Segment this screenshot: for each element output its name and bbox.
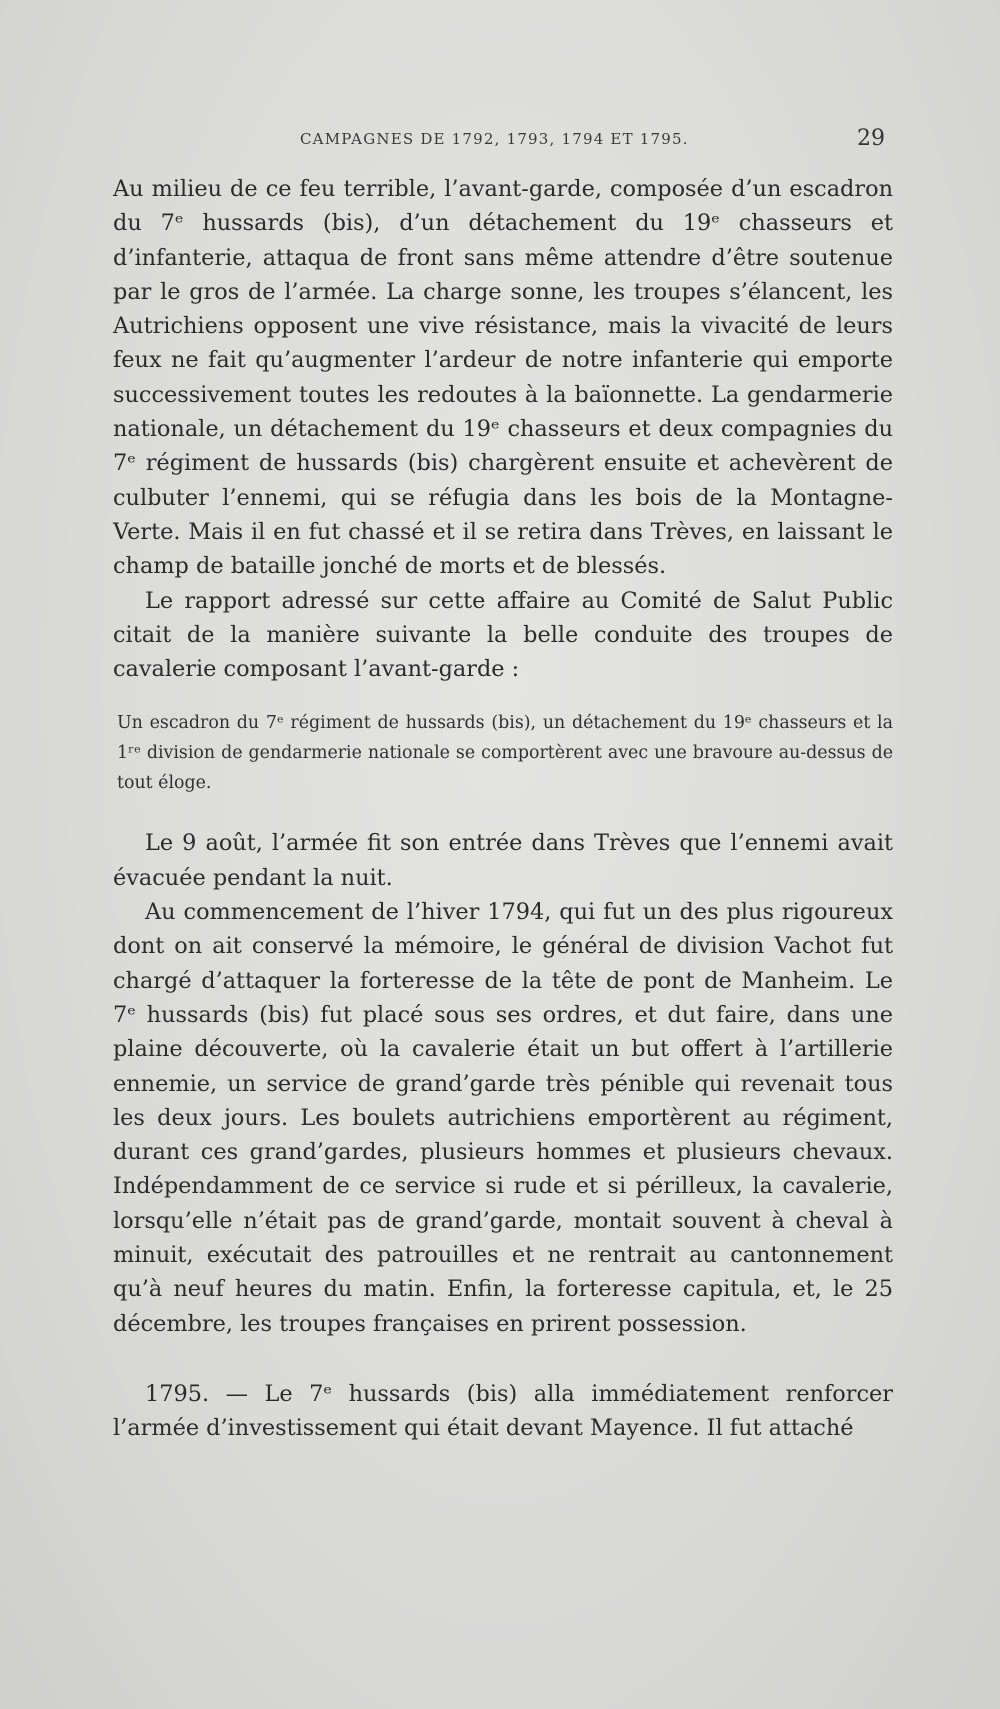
paragraph-report: Le rapport adressé sur cette affaire au Comité de Salut Public citait de la manière suivante la belle conduite des troupes de cavalerie composant l’avant-garde : xyxy=(113,587,893,683)
paragraph-winter-1794: Au commencement de l’hiver 1794, qui fut un des plus rigoureux dont on ait conservé la mémoire, le général de division Vachot fut chargé d’attaquer la forteresse de la tête de pont de Manheim. Le 7ᵉ hussards (bis) fut placé sous ses ordres, et dut faire, dans une plaine découverte, où la cavalerie était un but offert à l’artillerie ennemie, un service de grand’garde très pénible qui revenait tous les deux jours. Les boulets autrichiens emportèrent au régiment, durant ces grand’gardes, plusieurs hommes et plusieurs chevaux. Indépendamment de ce service si rude et si périlleux, la cavalerie, lorsqu’elle n’était pas de grand’garde, montait souvent à cheval à minuit, exécutait des patrouilles et ne rentrait au cantonnement qu’à neuf heures du matin. Enfin, la forteresse capitula, et, le 25 décembre, les troupes françaises en prirent possession. xyxy=(113,899,893,1337)
paragraph-battle: Au milieu de ce feu terrible, l’avant-garde, composée d’un escadron du 7ᵉ hussards (bis), d’un détachement du 19ᵉ chasseurs et d’infanterie, attaqua de front sans même attendre d’être soutenue par le gros de l’armée. La charge sonne, les troupes s’élancent, les Autrichiens opposent une vive résistance, mais la vivacité de leurs feux ne fait qu’augmenter l’ardeur de notre infanterie qui emporte successivement toutes les redoutes à la baïonnette. La gendarmerie nationale, un détachement du 19ᵉ chasseurs et deux compagnies du 7ᵉ régiment de hussards (bis) chargèrent ensuite et achevèrent de culbuter l’ennemi, qui se réfugia dans les bois de la Montagne-Verte. Mais il en fut chassé et il se retira dans Trèves, en laissant le champ de bataille jonché de morts et de blessés. xyxy=(113,176,893,580)
running-head xyxy=(115,126,895,158)
page-number: 29 xyxy=(857,126,885,151)
paragraph-treves: Le 9 août, l’armée fit son entrée dans Trèves que l’ennemi avait évacuée pendant la nuit. xyxy=(113,830,893,891)
report-quote: Un escadron du 7ᵉ régiment de hussards (bis), un détachement du 19ᵉ chasseurs et la 1ʳᵉ division de gendarmerie nationale se comportèrent avec une bravoure au-dessus de tout éloge. xyxy=(117,713,893,794)
paragraph-1795: 1795. — Le 7ᵉ hussards (bis) alla immédiatement renforcer l’armée d’investissement qui était devant Mayence. Il fut attaché xyxy=(113,1380,893,1442)
body-text xyxy=(113,172,893,1446)
running-title: CAMPAGNES DE 1792, 1793, 1794 ET 1795. xyxy=(300,130,689,148)
